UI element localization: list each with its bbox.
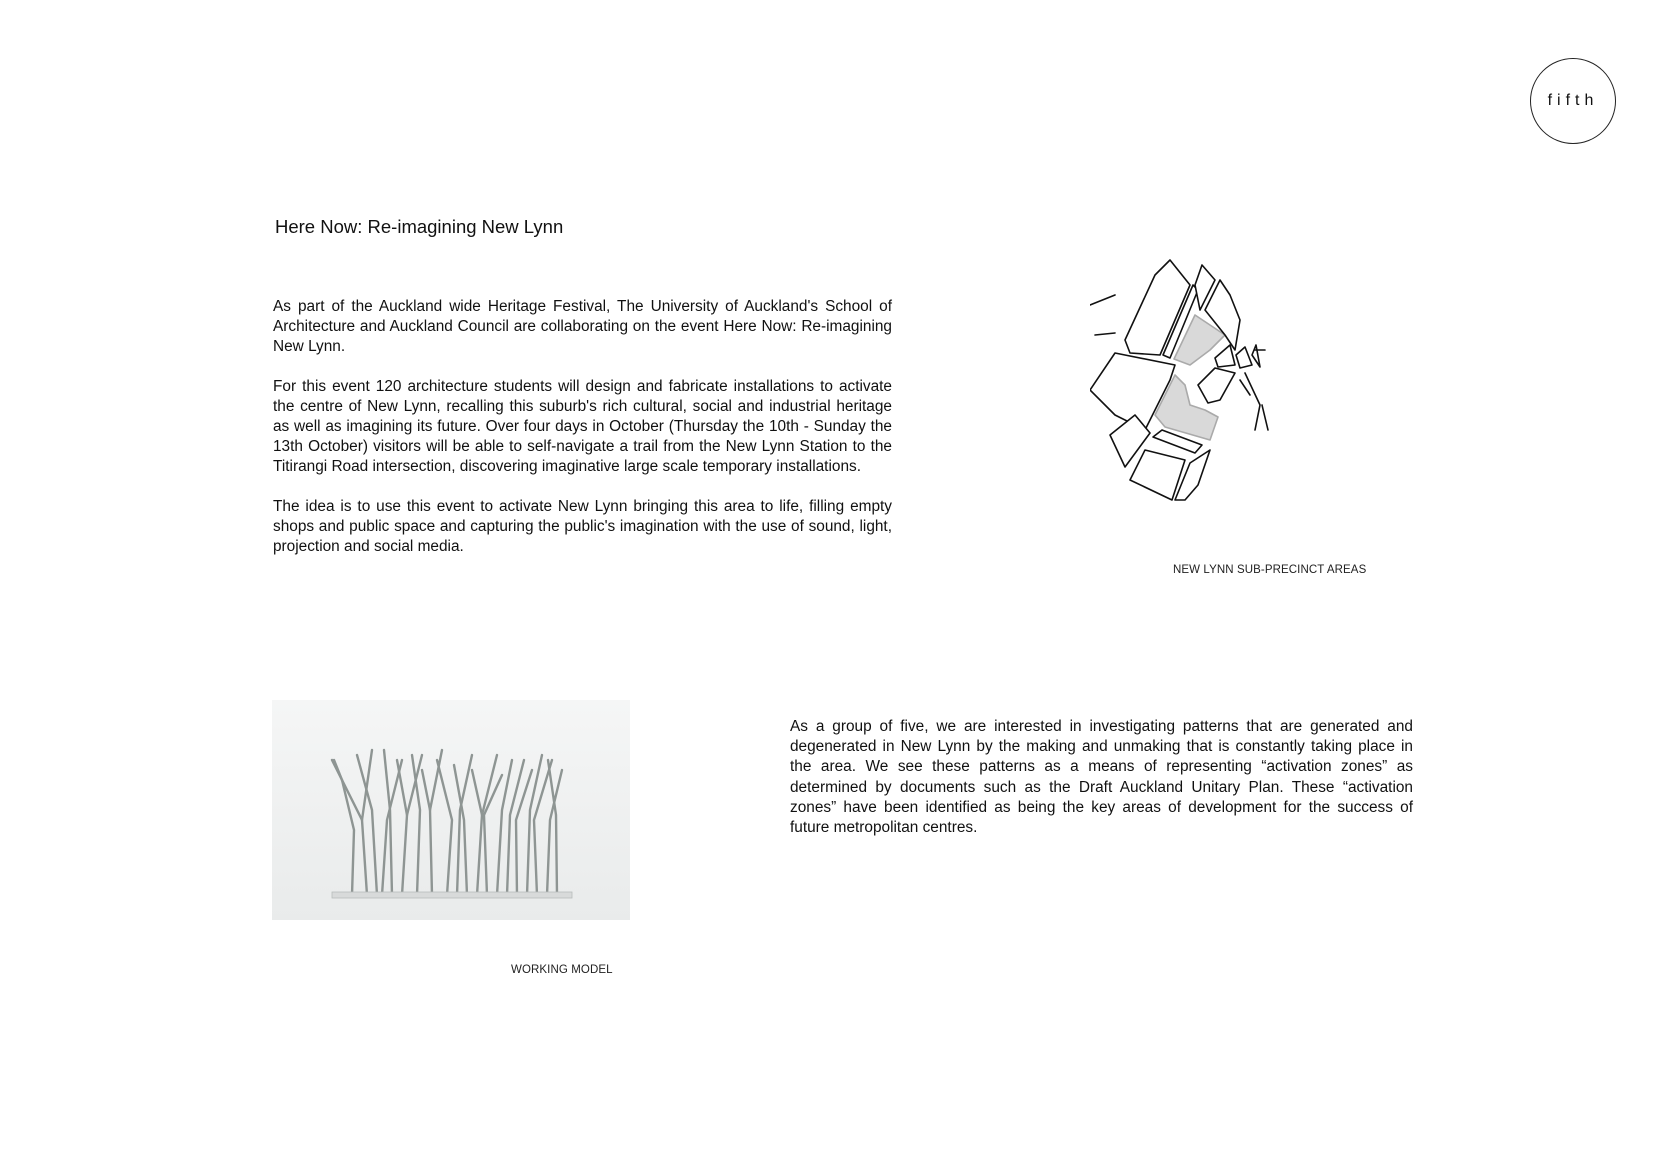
map-road [1262, 405, 1268, 430]
intro-paragraph-2: For this event 120 architecture students will design and fabricate installations to activate the centre of New Lynn, recalling this suburb's rich cultural, social and industrial heritage as well as imagining its future. Over four days in October (Thursday the 10th - Sunday the 13th October) visitors will be able to self-navigate a trail from the New Lynn Station to the Titirangi Road intersection, discovering imaginative large scale temporary installations. [273, 377, 892, 476]
map-block [1130, 450, 1185, 500]
intro-text [273, 297, 892, 576]
page-badge [1530, 58, 1616, 144]
badge-label: fifth [1547, 92, 1599, 109]
map-block [1125, 260, 1190, 355]
map-block [1236, 347, 1252, 368]
working-model-photo [272, 700, 630, 920]
map-road [1090, 295, 1115, 305]
working-model-illustration [272, 700, 630, 920]
sub-precinct-map [1090, 255, 1300, 505]
page-title: Here Now: Re-imagining New Lynn [275, 216, 564, 237]
map-block [1198, 368, 1235, 403]
group-text: As a group of five, we are interested in investigating patterns that are generated and degenerated in New Lynn by the making and unmaking that is constantly taking place in the area. We see these patterns as a means of representing “activation zones” as determined by documents such as the Draft Auckland Unitary Plan. These “activation zones” have been identified as being the key areas of development for the success of future metropolitan centres. [790, 718, 1413, 837]
photo-caption: WORKING MODEL [511, 964, 613, 976]
map-block [1252, 345, 1260, 367]
map-caption: NEW LYNN SUB-PRECINCT AREAS [1173, 564, 1367, 576]
map-block [1215, 345, 1235, 367]
intro-paragraph-3: The idea is to use this event to activate New Lynn bringing this area to life, filling empty shops and public space and capturing the public's imagination with the use of sound, light, projection and social media. [273, 497, 892, 556]
map-road [1095, 333, 1115, 335]
intro-paragraph-1: As part of the Auckland wide Heritage Festival, The University of Auckland's School of Architecture and Auckland Council are collaborating on the event Here Now: Re-imagining New Lynn. [273, 298, 892, 356]
map-road [1245, 373, 1260, 430]
